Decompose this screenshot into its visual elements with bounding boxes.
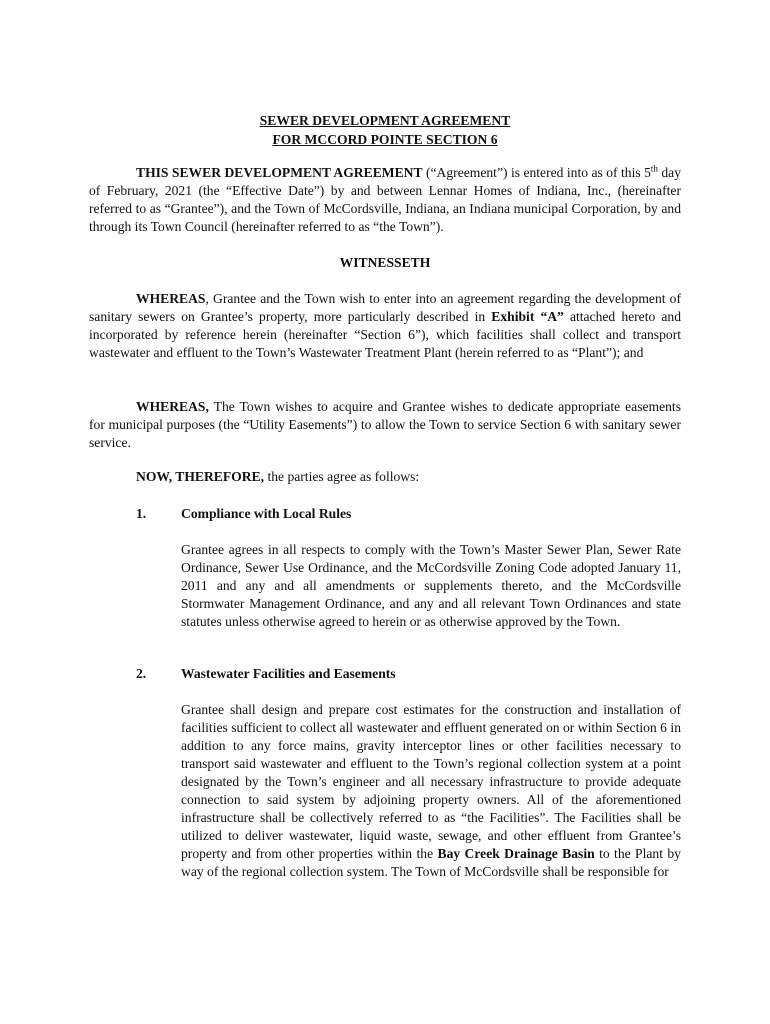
now-bold-lead: NOW, THEREFORE, [136, 469, 265, 484]
section-1-number: 1. [136, 506, 147, 521]
whereas1-text-a: , Grantee and the Town wish to enter into an agreement regarding the development of sanitary sewers on Grantee’s property, more particularly described in [89, 291, 681, 324]
intro-superscript: th [650, 163, 658, 174]
now-text: the parties agree as follows: [264, 469, 420, 484]
whereas2-bold-lead: WHEREAS, [136, 399, 209, 414]
intro-text-b: day of February, 2021 (the “Effective Date”) by and between Lennar Homes of Indiana, Inc., (hereinafter referred to as “Grantee”), and the Town of McCordsville, Indiana, an Indiana municipal Corporation, by and through its Town Council (hereinafter referred to as “the Town”). [89, 165, 681, 234]
title-line-2: FOR MCCORD POINTE SECTION 6 [272, 132, 498, 147]
title-line-1: SEWER DEVELOPMENT AGREEMENT [259, 113, 511, 128]
section-2-body [181, 701, 681, 881]
section-1-body: Grantee agrees in all respects to comply with the Town’s Master Sewer Plan, Sewer Rate Ordinance, Sewer Use Ordinance, and the McCordsville Zoning Code adopted January 11, 2011 and any and all amendments or supplements thereto, and the McCordsville Stormwater Management Ordinance, and any and all relevant Town Ordinances and state statutes unless otherwise agreed to herein or as otherwise approved by the Town. [181, 542, 681, 629]
now-therefore-line [136, 468, 419, 486]
section-2-body-b: to the Plant by way of the regional collection system. The Town of McCordsville shall be responsible for [181, 846, 681, 879]
whereas1-text-b: attached hereto and incorporated by reference herein (hereinafter “Section 6”), which facilities shall collect and transport wastewater and effluent to the Town’s Wastewater Treatment Plant (herein referred to as “Plant”); and [89, 309, 681, 360]
witnesseth-heading: WITNESSETH [339, 255, 431, 270]
whereas2-text: The Town wishes to acquire and Grantee wishes to dedicate appropriate easements for municipal purposes (the “Utility Easements”) to allow the Town to service Section 6 with sanitary sewer service. [89, 399, 681, 450]
section-2-number: 2. [136, 666, 147, 681]
intro-bold-lead: THIS SEWER DEVELOPMENT AGREEMENT [136, 165, 423, 180]
whereas-paragraph-2 [89, 398, 681, 452]
whereas-paragraph-1 [89, 290, 681, 362]
section-2-body-a: Grantee shall design and prepare cost estimates for the construction and installation of facilities sufficient to collect all wastewater and effluent generated on or within Section 6 in addition to any force mains, gravity interceptor lines or other facilities necessary to transport said wastewater and effluent to the Town’s regional collection system at a point designated by the Town’s engineer and all necessary infrastructure to provide adequate connection to said system by adjoining property owners. All of the aforementioned infrastructure shall be collectively referred to as “the Facilities”. The Facilities shall be utilized to deliver wastewater, liquid waste, sewage, and other effluent from Grantee’s property and from other properties within the [181, 702, 681, 861]
intro-text-a: (“Agreement”) is entered into as of this 5 [422, 165, 651, 180]
document-title [0, 111, 770, 149]
section-2-heading: Wastewater Facilities and Easements [181, 666, 396, 681]
whereas1-bold-lead: WHEREAS [136, 291, 206, 306]
intro-paragraph [89, 164, 681, 236]
section-1-heading: Compliance with Local Rules [181, 506, 352, 521]
exhibit-a-reference: Exhibit “A” [491, 309, 564, 324]
bay-creek-drainage-basin: Bay Creek Drainage Basin [437, 846, 595, 861]
